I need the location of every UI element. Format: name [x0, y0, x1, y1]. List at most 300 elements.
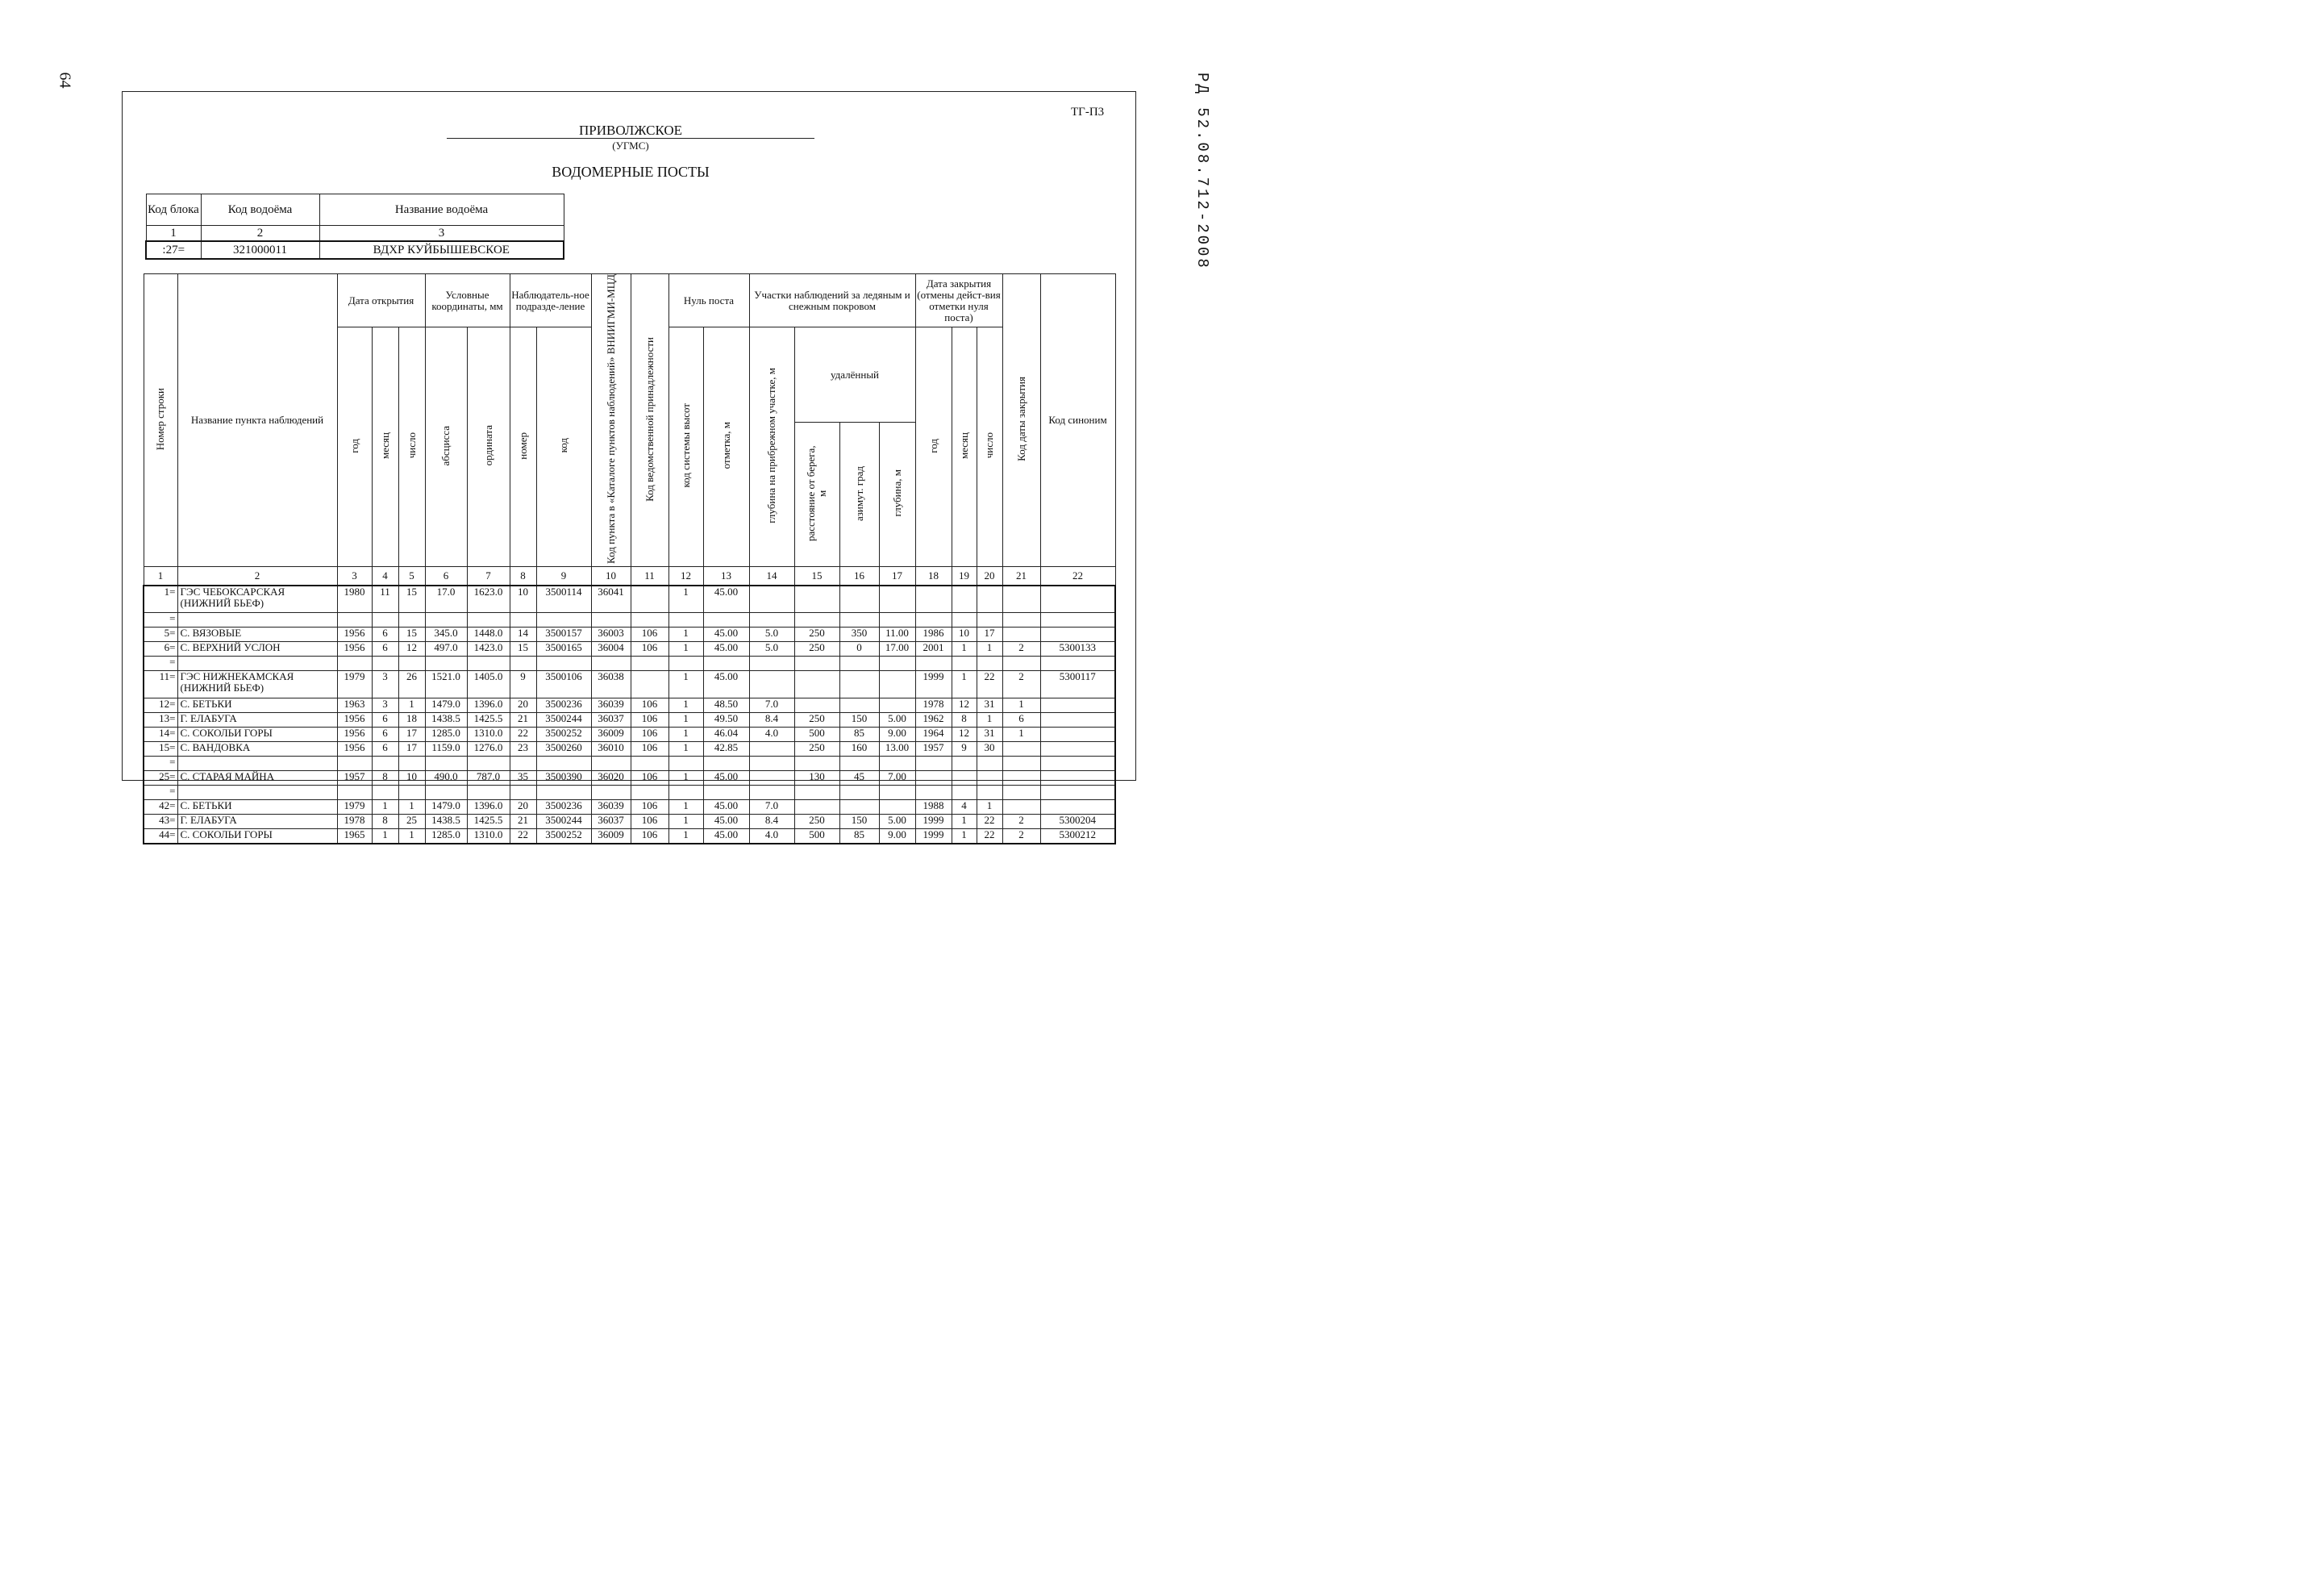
table-cell: 1956 — [337, 628, 372, 642]
table-cell — [749, 757, 794, 771]
table-cell — [839, 657, 879, 671]
header-azimuth: азимут. град — [839, 423, 879, 566]
table-cell: 1963 — [337, 698, 372, 713]
table-cell — [1002, 800, 1040, 815]
table-cell — [668, 657, 703, 671]
table-cell: 1285.0 — [425, 728, 467, 742]
table-cell: 11 — [372, 586, 398, 613]
table-cell — [839, 786, 879, 800]
table-cell — [879, 786, 915, 800]
table-cell: 17.00 — [879, 642, 915, 657]
table-cell: 1 — [1002, 698, 1040, 713]
table-cell: 21 — [510, 713, 536, 728]
row-number: 15= — [144, 742, 177, 757]
table-cell — [536, 786, 591, 800]
table-cell: 1 — [668, 800, 703, 815]
table-cell: 46.04 — [703, 728, 749, 742]
header-abscissa: абсцисса — [425, 327, 467, 567]
table-cell: 48.50 — [703, 698, 749, 713]
table-cell — [879, 586, 915, 613]
table-cell — [1002, 771, 1040, 786]
table-cell — [337, 757, 372, 771]
row-number: 13= — [144, 713, 177, 728]
column-number: 13 — [703, 566, 749, 586]
table-cell: 1425.5 — [467, 713, 510, 728]
station-name: ГЭС НИЖНЕКАМСКАЯ (НИЖНИЙ БЬЕФ) — [177, 671, 337, 698]
table-cell: 1979 — [337, 671, 372, 698]
table-cell: 1396.0 — [467, 698, 510, 713]
table-cell — [1040, 657, 1115, 671]
table-cell — [839, 800, 879, 815]
table-cell — [839, 671, 879, 698]
table-cell: 1 — [398, 829, 425, 844]
table-row — [144, 757, 1115, 771]
table-cell — [631, 613, 668, 628]
table-cell: 106 — [631, 728, 668, 742]
table-cell: 5.0 — [749, 642, 794, 657]
table-cell: 1479.0 — [425, 698, 467, 713]
header-zero-point: Нуль поста — [668, 274, 749, 327]
table-cell: 1438.5 — [425, 815, 467, 829]
block-code-value: :27= — [146, 241, 201, 259]
table-cell: 1988 — [915, 800, 952, 815]
table-cell: 12 — [952, 728, 977, 742]
table-cell — [879, 757, 915, 771]
header-ordinate: ордината — [467, 327, 510, 567]
column-number: 3 — [337, 566, 372, 586]
column-number: 18 — [915, 566, 952, 586]
table-cell: 1 — [952, 829, 977, 844]
table-row — [144, 800, 1115, 815]
header-observation-unit: Наблюдатель-ное подразде-ление — [510, 274, 591, 327]
table-cell — [794, 757, 839, 771]
table-cell: 1 — [668, 829, 703, 844]
table-cell — [952, 771, 977, 786]
table-cell: 3500157 — [536, 628, 591, 642]
table-row — [144, 586, 1115, 613]
column-number: 4 — [372, 566, 398, 586]
table-cell: 1 — [668, 671, 703, 698]
table-cell: 1956 — [337, 742, 372, 757]
table-cell — [915, 586, 952, 613]
table-cell — [952, 757, 977, 771]
table-cell: 1956 — [337, 713, 372, 728]
table-row — [144, 771, 1115, 786]
table-cell: 5.0 — [749, 628, 794, 642]
table-cell: 3500252 — [536, 728, 591, 742]
table-cell: 9.00 — [879, 829, 915, 844]
table-cell — [631, 657, 668, 671]
table-cell: 8.4 — [749, 815, 794, 829]
table-cell — [1002, 657, 1040, 671]
table-cell — [1040, 628, 1115, 642]
table-cell: 36004 — [591, 642, 631, 657]
header-depth: глубина, м — [879, 423, 915, 566]
header-close-month: месяц — [952, 327, 977, 567]
table-cell: 11.00 — [879, 628, 915, 642]
table-cell: 30 — [977, 742, 1002, 757]
table-cell: 3500165 — [536, 642, 591, 657]
table-cell — [372, 613, 398, 628]
table-cell — [1040, 786, 1115, 800]
table-cell: 1423.0 — [467, 642, 510, 657]
table-row — [144, 628, 1115, 642]
table-cell — [467, 786, 510, 800]
table-cell: 36038 — [591, 671, 631, 698]
table-cell — [749, 771, 794, 786]
table-cell: 3500390 — [536, 771, 591, 786]
block-table — [145, 194, 564, 260]
table-cell: 36003 — [591, 628, 631, 642]
table-cell: 1962 — [915, 713, 952, 728]
column-number: 15 — [794, 566, 839, 586]
table-cell — [794, 698, 839, 713]
table-cell: 2 — [1002, 642, 1040, 657]
table-cell: 106 — [631, 698, 668, 713]
column-number: 8 — [510, 566, 536, 586]
table-cell: 1957 — [337, 771, 372, 786]
table-cell — [952, 613, 977, 628]
table-cell — [703, 786, 749, 800]
table-row — [144, 786, 1115, 800]
row-number: = — [144, 657, 177, 671]
header-shore-depth: глубина на прибрежном участке, м — [749, 327, 794, 567]
table-cell: 36039 — [591, 800, 631, 815]
table-cell: 1 — [952, 815, 977, 829]
table-cell: 4.0 — [749, 728, 794, 742]
header-block-code: Код блока — [146, 194, 201, 226]
table-cell — [977, 613, 1002, 628]
table-cell: 8 — [952, 713, 977, 728]
table-cell: 20 — [510, 800, 536, 815]
table-row — [144, 642, 1115, 657]
table-cell: 500 — [794, 829, 839, 844]
table-cell: 1310.0 — [467, 829, 510, 844]
station-name — [177, 657, 337, 671]
table-cell: 22 — [977, 671, 1002, 698]
column-number: 16 — [839, 566, 879, 586]
form-code: ТГ-П3 — [1071, 106, 1105, 119]
header-height-system: код системы высот — [668, 327, 703, 567]
region-name: ПРИВОЛЖСКОЕ — [447, 123, 814, 139]
table-cell: 8.4 — [749, 713, 794, 728]
table-cell: 1 — [668, 586, 703, 613]
row-number: 43= — [144, 815, 177, 829]
table-cell: 1999 — [915, 671, 952, 698]
station-name — [177, 786, 337, 800]
header-unit-number: номер — [510, 327, 536, 567]
table-cell: 45.00 — [703, 815, 749, 829]
table-cell: 250 — [794, 642, 839, 657]
table-cell: 49.50 — [703, 713, 749, 728]
table-cell: 1310.0 — [467, 728, 510, 742]
table-cell: 9 — [510, 671, 536, 698]
table-cell: 150 — [839, 815, 879, 829]
header-water-name: Название водоёма — [319, 194, 564, 226]
table-cell: 1 — [977, 642, 1002, 657]
table-cell — [749, 657, 794, 671]
table-cell — [1040, 586, 1115, 613]
table-cell — [536, 757, 591, 771]
table-cell: 15 — [510, 642, 536, 657]
table-cell: 3500244 — [536, 713, 591, 728]
column-number: 17 — [879, 566, 915, 586]
table-cell — [668, 757, 703, 771]
table-cell — [591, 757, 631, 771]
table-row — [144, 815, 1115, 829]
header-ice-sites: Участки наблюдений за ледяным и снежным покровом — [749, 274, 915, 327]
table-cell: 45.00 — [703, 642, 749, 657]
column-number: 10 — [591, 566, 631, 586]
table-cell: 6 — [1002, 713, 1040, 728]
header-open-year: год — [337, 327, 372, 567]
table-cell: 7.00 — [879, 771, 915, 786]
table-cell: 17 — [977, 628, 1002, 642]
table-cell — [879, 800, 915, 815]
table-cell: 1956 — [337, 728, 372, 742]
table-cell: 42.85 — [703, 742, 749, 757]
table-cell: 1 — [668, 728, 703, 742]
table-cell — [1040, 698, 1115, 713]
table-cell: 1438.5 — [425, 713, 467, 728]
column-number: 21 — [1002, 566, 1040, 586]
table-cell: 1276.0 — [467, 742, 510, 757]
document-title: ВОДОМЕРНЫЕ ПОСТЫ — [552, 164, 710, 180]
table-cell: 6 — [372, 713, 398, 728]
table-cell: 1979 — [337, 800, 372, 815]
table-cell: 6 — [372, 742, 398, 757]
header-close-date: Дата закрытия (отмены дейст-вия отметки нуля поста) — [915, 274, 1002, 327]
table-cell: 1 — [668, 815, 703, 829]
table-cell: 1159.0 — [425, 742, 467, 757]
row-number: 14= — [144, 728, 177, 742]
table-cell: 1 — [977, 713, 1002, 728]
table-cell — [1002, 613, 1040, 628]
table-cell: 18 — [398, 713, 425, 728]
table-cell — [425, 757, 467, 771]
table-cell: 130 — [794, 771, 839, 786]
table-cell — [668, 786, 703, 800]
table-cell: 17 — [398, 742, 425, 757]
table-cell: 36037 — [591, 713, 631, 728]
table-cell: 85 — [839, 728, 879, 742]
table-cell — [879, 671, 915, 698]
row-number: 11= — [144, 671, 177, 698]
station-name: С. БЕТЬКИ — [177, 698, 337, 713]
table-cell: 1 — [668, 742, 703, 757]
table-cell: 1957 — [915, 742, 952, 757]
table-cell: 1 — [668, 628, 703, 642]
table-cell — [749, 742, 794, 757]
table-cell — [591, 786, 631, 800]
table-cell — [1040, 771, 1115, 786]
table-row — [144, 742, 1115, 757]
table-cell: 10 — [510, 586, 536, 613]
table-cell — [952, 657, 977, 671]
table-cell — [510, 657, 536, 671]
table-cell — [749, 613, 794, 628]
table-cell: 4 — [952, 800, 977, 815]
column-number: 19 — [952, 566, 977, 586]
table-cell: 45.00 — [703, 771, 749, 786]
table-cell: 5300133 — [1040, 642, 1115, 657]
table-cell: 1 — [668, 771, 703, 786]
table-cell — [631, 786, 668, 800]
table-cell: 490.0 — [425, 771, 467, 786]
header-station-name: Название пункта наблюдений — [177, 274, 337, 567]
header-row-number: Номер строки — [144, 274, 177, 567]
table-cell: 106 — [631, 815, 668, 829]
water-name-value: ВДХР КУЙБЫШЕВСКОЕ — [319, 241, 564, 259]
station-name: Г. ЕЛАБУГА — [177, 815, 337, 829]
table-cell: 1999 — [915, 829, 952, 844]
table-cell — [398, 786, 425, 800]
table-row — [144, 657, 1115, 671]
table-cell — [794, 657, 839, 671]
table-cell: 22 — [510, 728, 536, 742]
table-cell — [467, 613, 510, 628]
table-cell — [425, 613, 467, 628]
table-cell: 22 — [977, 829, 1002, 844]
table-cell — [1040, 742, 1115, 757]
header-close-year: год — [915, 327, 952, 567]
table-cell — [839, 586, 879, 613]
table-cell — [337, 657, 372, 671]
column-number: 1 — [144, 566, 177, 586]
table-cell — [337, 613, 372, 628]
table-cell — [1040, 800, 1115, 815]
table-cell: 45.00 — [703, 829, 749, 844]
table-cell: 1 — [1002, 728, 1040, 742]
table-cell — [510, 786, 536, 800]
table-cell: 36041 — [591, 586, 631, 613]
table-cell — [1040, 713, 1115, 728]
table-cell: 36010 — [591, 742, 631, 757]
table-cell: 250 — [794, 713, 839, 728]
table-cell — [879, 698, 915, 713]
table-cell: 5300117 — [1040, 671, 1115, 698]
table-cell: 31 — [977, 698, 1002, 713]
station-name: Г. ЕЛАБУГА — [177, 713, 337, 728]
header-open-date: Дата открытия — [337, 274, 425, 327]
table-cell: 1 — [668, 698, 703, 713]
table-cell: 45.00 — [703, 628, 749, 642]
table-cell: 17 — [398, 728, 425, 742]
table-cell: 5300212 — [1040, 829, 1115, 844]
table-cell: 15 — [398, 586, 425, 613]
table-cell — [1002, 742, 1040, 757]
table-cell: 3500114 — [536, 586, 591, 613]
table-cell — [536, 657, 591, 671]
column-number: 12 — [668, 566, 703, 586]
table-cell: 1623.0 — [467, 586, 510, 613]
header-mark: отметка, м — [703, 327, 749, 567]
table-cell: 106 — [631, 829, 668, 844]
table-cell: 1 — [668, 713, 703, 728]
table-cell: 160 — [839, 742, 879, 757]
table-cell — [425, 657, 467, 671]
table-cell — [839, 757, 879, 771]
header-remote: удалённый — [794, 327, 915, 423]
table-cell — [1002, 628, 1040, 642]
table-cell — [703, 613, 749, 628]
table-cell — [977, 771, 1002, 786]
table-cell — [510, 613, 536, 628]
table-cell — [915, 613, 952, 628]
table-cell: 85 — [839, 829, 879, 844]
table-cell: 22 — [510, 829, 536, 844]
table-cell: 12 — [398, 642, 425, 657]
station-name — [177, 613, 337, 628]
table-cell — [749, 671, 794, 698]
table-cell: 45.00 — [703, 586, 749, 613]
table-cell — [794, 586, 839, 613]
column-number: 14 — [749, 566, 794, 586]
table-cell: 23 — [510, 742, 536, 757]
table-cell: 345.0 — [425, 628, 467, 642]
table-cell: 45.00 — [703, 800, 749, 815]
column-number: 7 — [467, 566, 510, 586]
table-cell — [703, 757, 749, 771]
table-cell: 250 — [794, 628, 839, 642]
table-cell: 1 — [952, 671, 977, 698]
table-cell: 3500236 — [536, 698, 591, 713]
table-cell — [1002, 586, 1040, 613]
table-cell: 13.00 — [879, 742, 915, 757]
table-cell — [631, 586, 668, 613]
table-cell: 31 — [977, 728, 1002, 742]
station-name: С. СОКОЛЬИ ГОРЫ — [177, 829, 337, 844]
station-name: С. ВЯЗОВЫЕ — [177, 628, 337, 642]
table-cell: 3500244 — [536, 815, 591, 829]
table-cell: 106 — [631, 628, 668, 642]
column-number: 2 — [177, 566, 337, 586]
table-cell — [794, 671, 839, 698]
table-cell: 8 — [372, 815, 398, 829]
table-cell — [631, 757, 668, 771]
table-cell: 36039 — [591, 698, 631, 713]
table-cell — [977, 586, 1002, 613]
table-cell: 12 — [952, 698, 977, 713]
row-number: 12= — [144, 698, 177, 713]
station-name: С. ВЕРХНИЙ УСЛОН — [177, 642, 337, 657]
row-number: 42= — [144, 800, 177, 815]
column-number: 22 — [1040, 566, 1115, 586]
table-cell: 1980 — [337, 586, 372, 613]
table-cell: 1396.0 — [467, 800, 510, 815]
table-cell: 1479.0 — [425, 800, 467, 815]
document-code: РД 52.08.712-2008 — [1193, 73, 1211, 270]
table-cell: 6 — [372, 642, 398, 657]
column-number: 2 — [201, 226, 319, 241]
table-cell: 14 — [510, 628, 536, 642]
table-cell: 1285.0 — [425, 829, 467, 844]
header-department-code: Код ведомственной принадлежности — [631, 274, 668, 567]
column-number: 6 — [425, 566, 467, 586]
table-cell: 2 — [1002, 815, 1040, 829]
table-cell: 6 — [372, 728, 398, 742]
station-name: ГЭС ЧЕБОКСАРСКАЯ (НИЖНИЙ БЬЕФ) — [177, 586, 337, 613]
table-cell: 3500106 — [536, 671, 591, 698]
table-cell: 1448.0 — [467, 628, 510, 642]
table-cell: 150 — [839, 713, 879, 728]
table-cell — [398, 657, 425, 671]
table-cell — [372, 757, 398, 771]
table-row — [144, 829, 1115, 844]
table-cell — [1002, 786, 1040, 800]
table-cell: 20 — [510, 698, 536, 713]
table-cell — [839, 613, 879, 628]
